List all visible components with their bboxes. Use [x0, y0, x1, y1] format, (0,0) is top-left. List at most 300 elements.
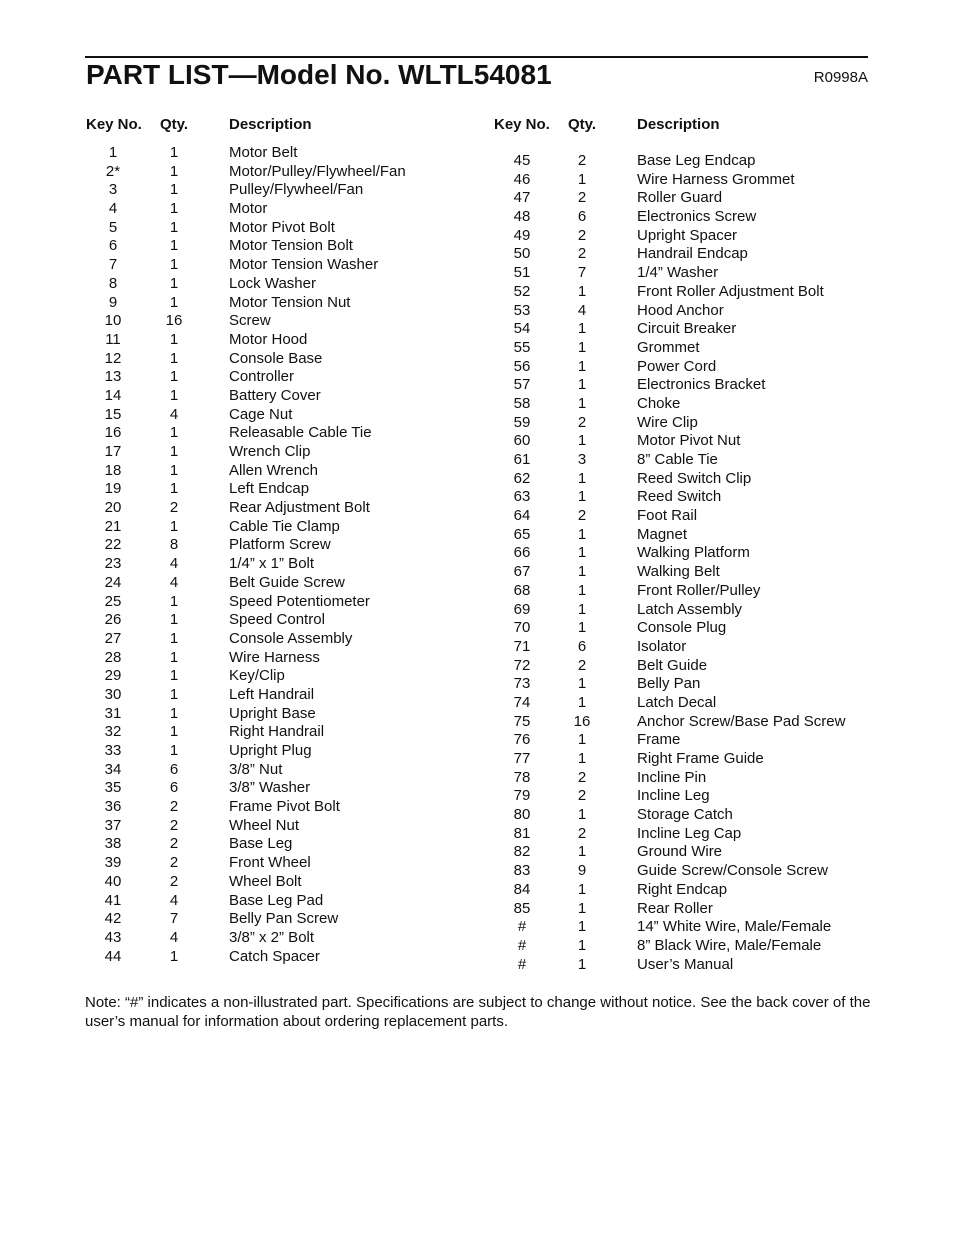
part-quantity: 2: [169, 835, 179, 853]
part-key-number: 80: [513, 806, 531, 824]
part-row: [494, 937, 874, 956]
part-quantity: 2: [169, 872, 179, 890]
part-quantity: 1: [577, 619, 587, 637]
part-key-number: 65: [513, 525, 531, 543]
part-quantity: 16: [573, 712, 591, 730]
part-description: Controller: [229, 368, 295, 386]
part-description: Incline Pin: [637, 768, 707, 786]
part-row: [85, 761, 465, 780]
part-description: Ground Wire: [637, 843, 723, 861]
part-description: Anchor Screw/Base Pad Screw: [637, 712, 846, 730]
part-key-number: 19: [104, 480, 122, 498]
part-quantity: 4: [169, 405, 179, 423]
part-quantity: 1: [169, 685, 179, 703]
part-key-number: 85: [513, 899, 531, 917]
part-key-number: 31: [104, 704, 122, 722]
part-key-number: 81: [513, 824, 531, 842]
part-quantity: 1: [577, 338, 587, 356]
part-quantity: 2: [577, 768, 587, 786]
part-description: Motor Pivot Nut: [637, 432, 741, 450]
part-description: Wheel Nut: [229, 816, 300, 834]
part-description: 1/4” x 1” Bolt: [229, 555, 315, 573]
part-description: Rear Roller: [637, 899, 713, 917]
part-quantity: 1: [577, 488, 587, 506]
part-description: Cable Tie Clamp: [229, 517, 340, 535]
part-description: Right Endcap: [637, 880, 728, 898]
part-row: [85, 368, 465, 387]
part-description: Left Endcap: [229, 480, 310, 498]
part-quantity: 1: [169, 461, 179, 479]
part-key-number: 1: [108, 144, 118, 161]
part-key-number: 74: [513, 693, 531, 711]
part-row: [494, 432, 874, 451]
part-description: Reed Switch: [637, 488, 722, 506]
part-quantity: 2: [169, 816, 179, 834]
part-quantity: 4: [169, 891, 179, 909]
part-description: Belly Pan Screw: [229, 910, 339, 928]
part-row: [85, 854, 465, 873]
part-row: [494, 900, 874, 919]
part-quantity: 2: [577, 787, 587, 805]
part-description: Console Assembly: [229, 629, 353, 647]
part-key-number: 12: [104, 349, 122, 367]
part-quantity: 1: [577, 955, 587, 973]
part-description: Foot Rail: [637, 507, 698, 525]
part-description: Power Cord: [637, 357, 717, 375]
part-quantity: 1: [169, 330, 179, 348]
part-key-number: 28: [104, 648, 122, 666]
part-description: Pulley/Flywheel/Fan: [229, 181, 364, 199]
part-row: [85, 649, 465, 668]
part-row: [85, 312, 465, 331]
part-quantity: 1: [577, 525, 587, 543]
part-row: [85, 555, 465, 574]
part-quantity: 1: [169, 667, 179, 685]
part-key-number: 52: [513, 282, 531, 300]
part-quantity: 6: [169, 760, 179, 778]
part-description: 14” White Wire, Male/Female: [637, 918, 832, 936]
part-row: [85, 443, 465, 462]
part-quantity: 1: [169, 592, 179, 610]
part-key-number: 75: [513, 712, 531, 730]
part-quantity: 1: [577, 357, 587, 375]
part-key-number: 54: [513, 320, 531, 338]
part-row: [494, 470, 874, 489]
part-quantity: 1: [169, 480, 179, 498]
part-row: [85, 256, 465, 275]
part-row: [494, 731, 874, 750]
part-key-number: 26: [104, 611, 122, 629]
part-row: [85, 779, 465, 798]
part-quantity: 2: [577, 245, 587, 263]
part-description: Grommet: [637, 338, 700, 356]
part-key-number: 41: [104, 891, 122, 909]
part-key-number: 55: [513, 338, 531, 356]
part-row: [85, 200, 465, 219]
part-row: [85, 929, 465, 948]
part-description: Releasable Cable Tie: [229, 424, 372, 442]
part-quantity: 1: [577, 731, 587, 749]
header-key-left: Key No.: [86, 116, 142, 133]
part-key-number: 43: [104, 928, 122, 946]
part-quantity: 1: [577, 918, 587, 936]
part-row: [85, 462, 465, 481]
part-key-number: 34: [104, 760, 122, 778]
part-quantity: 1: [169, 611, 179, 629]
part-key-number: 48: [513, 208, 531, 226]
part-quantity: 2: [577, 656, 587, 674]
part-row: [494, 376, 874, 395]
part-key-number: 35: [104, 779, 122, 797]
part-description: Console Base: [229, 349, 323, 367]
part-key-number: 70: [513, 619, 531, 637]
part-quantity: 1: [577, 806, 587, 824]
part-row: [85, 163, 465, 182]
header-key-right: Key No.: [494, 116, 550, 133]
parts-list-right: [494, 152, 874, 974]
part-description: Motor Belt: [229, 144, 298, 161]
part-row: [85, 835, 465, 854]
part-quantity: 2: [577, 189, 587, 207]
part-description: Electronics Screw: [637, 208, 757, 226]
part-key-number: 46: [513, 170, 531, 188]
part-key-number: 29: [104, 667, 122, 685]
header-qty-right: Qty.: [568, 116, 597, 133]
part-description: Incline Leg: [637, 787, 710, 805]
part-key-number: 68: [513, 581, 531, 599]
part-row: [85, 910, 465, 929]
part-description: Wrench Clip: [229, 443, 311, 460]
part-key-number: 4: [108, 200, 118, 218]
part-quantity: 1: [169, 274, 179, 292]
part-key-number: 83: [513, 862, 531, 880]
part-key-number: 57: [513, 376, 531, 394]
part-key-number: 30: [104, 685, 122, 703]
part-row: [494, 657, 874, 676]
part-description: Walking Platform: [637, 544, 750, 562]
part-key-number: 5: [108, 218, 118, 236]
part-description: Motor Tension Nut: [229, 293, 351, 311]
part-key-number: 39: [104, 854, 122, 872]
header-desc-right: Description: [637, 116, 720, 133]
part-description: Right Frame Guide: [637, 750, 764, 767]
part-quantity: 1: [169, 723, 179, 741]
part-row: [494, 619, 874, 638]
part-key-number: #: [517, 918, 527, 936]
part-row: [85, 424, 465, 443]
part-quantity: 1: [169, 218, 179, 236]
part-quantity: 1: [169, 181, 179, 199]
part-description: 3/8” x 2” Bolt: [229, 928, 315, 946]
part-quantity: 1: [577, 544, 587, 562]
part-quantity: 6: [577, 637, 587, 655]
part-row: [494, 843, 874, 862]
part-description: Wire Harness Grommet: [637, 170, 795, 188]
part-key-number: 20: [104, 499, 122, 517]
part-key-number: 49: [513, 226, 531, 244]
part-quantity: 2: [169, 499, 179, 517]
part-row: [85, 892, 465, 911]
part-row: [85, 574, 465, 593]
part-quantity: 1: [577, 843, 587, 861]
part-row: [494, 862, 874, 881]
part-row: [85, 536, 465, 555]
part-quantity: 1: [577, 880, 587, 898]
part-description: Roller Guard: [637, 189, 723, 207]
part-row: [85, 630, 465, 649]
part-description: Storage Catch: [637, 806, 733, 824]
part-row: [494, 956, 874, 975]
part-key-number: 76: [513, 731, 531, 749]
part-row: [85, 686, 465, 705]
part-quantity: 2: [577, 152, 587, 169]
part-description: Allen Wrench: [229, 461, 318, 479]
part-row: [85, 237, 465, 256]
part-row: [494, 152, 874, 171]
part-row: [494, 414, 874, 433]
part-key-number: 16: [104, 424, 122, 442]
part-key-number: 27: [104, 629, 122, 647]
part-quantity: 1: [577, 282, 587, 300]
part-row: [494, 227, 874, 246]
part-row: [494, 713, 874, 732]
part-description: Incline Leg Cap: [637, 824, 742, 842]
part-row: [494, 171, 874, 190]
part-key-number: 56: [513, 357, 531, 375]
part-row: [494, 245, 874, 264]
part-quantity: 2: [169, 798, 179, 816]
part-row: [494, 526, 874, 545]
part-row: [494, 264, 874, 283]
part-key-number: 67: [513, 563, 531, 581]
part-row: [85, 406, 465, 425]
part-row: [85, 798, 465, 817]
part-description: Reed Switch Clip: [637, 469, 752, 487]
part-quantity: 1: [169, 517, 179, 535]
part-quantity: 2: [577, 226, 587, 244]
part-key-number: 25: [104, 592, 122, 610]
part-row: [85, 611, 465, 630]
part-description: Right Handrail: [229, 723, 325, 741]
part-key-number: 61: [513, 451, 531, 468]
part-description: Isolator: [637, 637, 687, 655]
part-quantity: 7: [169, 910, 179, 928]
part-row: [494, 582, 874, 601]
part-description: Frame: [637, 731, 681, 749]
part-quantity: 1: [169, 237, 179, 255]
part-quantity: 1: [577, 432, 587, 450]
part-key-number: 50: [513, 245, 531, 263]
part-key-number: 22: [104, 536, 122, 554]
part-row: [85, 294, 465, 313]
part-quantity: 1: [169, 349, 179, 367]
parts-list-left: [85, 144, 465, 966]
part-quantity: 4: [169, 573, 179, 591]
part-description: Front Roller Adjustment Bolt: [637, 282, 824, 300]
part-quantity: 1: [169, 368, 179, 386]
part-row: [85, 275, 465, 294]
part-quantity: 1: [577, 750, 587, 767]
part-description: Battery Cover: [229, 386, 321, 404]
part-description: Wheel Bolt: [229, 872, 302, 890]
part-description: Upright Plug: [229, 742, 312, 759]
document-code: R0998A: [813, 69, 868, 86]
part-row: [494, 395, 874, 414]
part-row: [85, 518, 465, 537]
part-key-number: 15: [104, 405, 122, 423]
part-quantity: 1: [577, 170, 587, 188]
part-description: Front Wheel: [229, 854, 311, 872]
part-key-number: 84: [513, 880, 531, 898]
part-key-number: 3: [108, 181, 118, 199]
part-description: Cage Nut: [229, 405, 293, 423]
part-row: [85, 948, 465, 967]
part-key-number: 53: [513, 301, 531, 319]
part-row: [85, 387, 465, 406]
part-key-number: 2*: [105, 162, 121, 180]
part-row: [85, 480, 465, 499]
part-description: Belly Pan: [637, 675, 701, 693]
part-key-number: 58: [513, 394, 531, 412]
part-description: Base Leg: [229, 835, 293, 853]
part-quantity: 1: [577, 469, 587, 487]
part-row: [494, 358, 874, 377]
part-quantity: 1: [169, 648, 179, 666]
part-description: 1/4” Washer: [637, 264, 719, 282]
part-key-number: 9: [108, 293, 118, 311]
part-description: Base Leg Endcap: [637, 152, 756, 169]
part-key-number: 8: [108, 274, 118, 292]
part-key-number: 33: [104, 742, 122, 759]
part-description: Motor Hood: [229, 330, 308, 348]
part-quantity: 7: [577, 264, 587, 282]
part-row: [494, 881, 874, 900]
part-description: Latch Assembly: [637, 600, 743, 618]
part-key-number: 37: [104, 816, 122, 834]
part-description: 3/8” Nut: [229, 760, 283, 778]
part-quantity: 2: [577, 824, 587, 842]
part-quantity: 1: [577, 675, 587, 693]
part-key-number: 82: [513, 843, 531, 861]
part-description: Catch Spacer: [229, 947, 320, 965]
part-quantity: 4: [169, 928, 179, 946]
part-row: [494, 488, 874, 507]
part-description: Latch Decal: [637, 693, 717, 711]
part-row: [494, 208, 874, 227]
part-key-number: 72: [513, 656, 531, 674]
part-row: [494, 451, 874, 470]
part-quantity: 1: [577, 320, 587, 338]
part-description: Frame Pivot Bolt: [229, 798, 340, 816]
part-quantity: 1: [577, 376, 587, 394]
part-description: Console Plug: [637, 619, 727, 637]
part-description: Upright Spacer: [637, 226, 738, 244]
part-row: [85, 817, 465, 836]
part-description: Hood Anchor: [637, 301, 724, 319]
part-quantity: 1: [169, 443, 179, 460]
part-quantity: 1: [577, 581, 587, 599]
part-description: 8” Cable Tie: [637, 451, 718, 468]
part-quantity: 1: [577, 899, 587, 917]
part-row: [494, 189, 874, 208]
part-description: Key/Clip: [229, 667, 285, 685]
part-key-number: 24: [104, 573, 122, 591]
part-row: [494, 694, 874, 713]
part-quantity: 1: [169, 144, 179, 161]
part-row: [85, 331, 465, 350]
part-row: [85, 181, 465, 200]
part-quantity: 8: [169, 536, 179, 554]
part-quantity: 9: [577, 862, 587, 880]
part-description: Motor Pivot Bolt: [229, 218, 335, 236]
part-row: [85, 742, 465, 761]
part-key-number: 71: [513, 637, 531, 655]
part-description: Speed Potentiometer: [229, 592, 370, 610]
part-description: Motor Tension Washer: [229, 256, 379, 274]
part-key-number: 51: [513, 264, 531, 282]
part-quantity: 1: [169, 293, 179, 311]
part-quantity: 1: [169, 947, 179, 965]
part-key-number: 64: [513, 507, 531, 525]
part-key-number: 10: [104, 312, 122, 330]
part-description: Upright Base: [229, 704, 316, 722]
part-quantity: 6: [169, 779, 179, 797]
part-quantity: 1: [169, 386, 179, 404]
part-description: Circuit Breaker: [637, 320, 737, 338]
part-description: User’s Manual: [637, 955, 734, 973]
part-key-number: 32: [104, 723, 122, 741]
part-key-number: 21: [104, 517, 122, 535]
part-description: Electronics Bracket: [637, 376, 766, 394]
part-quantity: 16: [165, 312, 183, 330]
part-quantity: 1: [577, 936, 587, 954]
part-key-number: 38: [104, 835, 122, 853]
part-row: [85, 219, 465, 238]
part-key-number: 59: [513, 413, 531, 431]
part-key-number: 40: [104, 872, 122, 890]
part-quantity: 4: [577, 301, 587, 319]
part-row: [494, 563, 874, 582]
part-description: Motor: [229, 200, 268, 218]
part-row: [494, 675, 874, 694]
part-key-number: 13: [104, 368, 122, 386]
part-key-number: 42: [104, 910, 122, 928]
part-row: [494, 601, 874, 620]
part-key-number: 63: [513, 488, 531, 506]
part-description: Choke: [637, 394, 681, 412]
part-quantity: 2: [577, 507, 587, 525]
part-row: [494, 283, 874, 302]
part-key-number: 62: [513, 469, 531, 487]
part-key-number: 18: [104, 461, 122, 479]
part-row: [494, 825, 874, 844]
part-quantity: 3: [577, 451, 587, 468]
part-key-number: 66: [513, 544, 531, 562]
part-key-number: 7: [108, 256, 118, 274]
part-description: Belt Guide Screw: [229, 573, 345, 591]
part-key-number: 60: [513, 432, 531, 450]
part-key-number: 23: [104, 555, 122, 573]
part-description: Handrail Endcap: [637, 245, 748, 263]
part-description: Walking Belt: [637, 563, 720, 581]
header-desc-left: Description: [229, 116, 312, 133]
part-quantity: 1: [577, 394, 587, 412]
part-quantity: 4: [169, 555, 179, 573]
part-key-number: 14: [104, 386, 122, 404]
part-key-number: 77: [513, 750, 531, 767]
part-description: Magnet: [637, 525, 688, 543]
part-key-number: 17: [104, 443, 122, 460]
